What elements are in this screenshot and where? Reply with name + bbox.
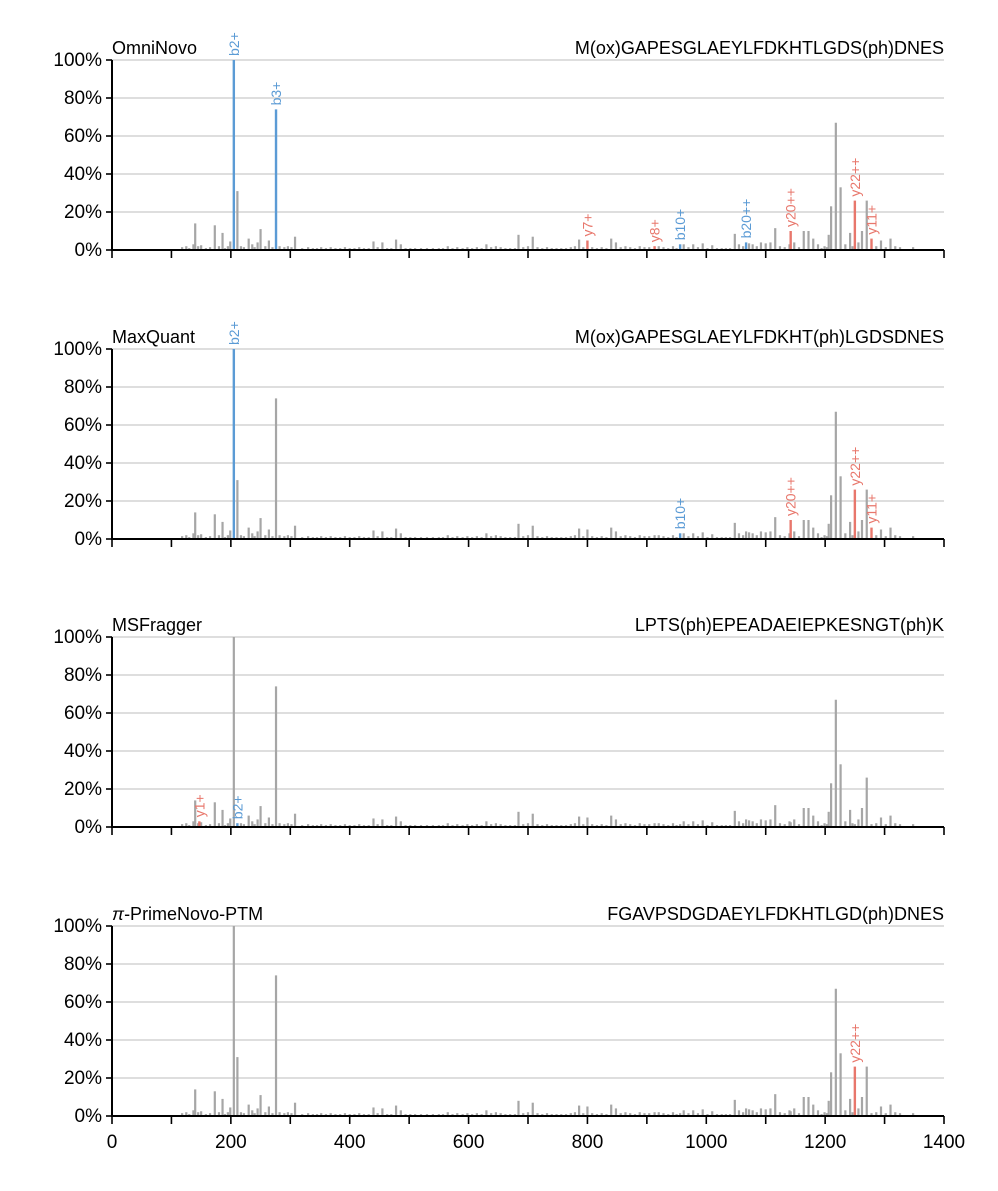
peptide-sequence: FGAVPSDGDAEYLFDKHTLGD(ph)DNES	[607, 904, 944, 924]
ion-label: y20++	[782, 477, 799, 516]
y-tick-label: 80%	[63, 954, 102, 975]
x-tick-label: 400	[333, 1132, 366, 1153]
y-tick-label: 20%	[63, 491, 102, 512]
peptide-sequence: LPTS(ph)EPEADAEIEPKESNGT(ph)K	[634, 615, 944, 635]
y-tick-label: 80%	[63, 665, 102, 686]
x-tick-label: 1000	[685, 1132, 728, 1153]
peptide-sequence: M(ox)GAPESGLAEYLFDKHT(ph)LGDSDNES	[574, 327, 944, 347]
y-tick-label: 60%	[63, 415, 102, 436]
ion-label: y1+	[191, 794, 208, 818]
y-tick-label: 60%	[63, 992, 102, 1013]
ion-label: b2+	[225, 321, 242, 345]
method-name: OmniNovo	[112, 38, 198, 58]
spectrum-panel-3	[53, 615, 944, 838]
y-tick-label: 100%	[53, 339, 102, 360]
ion-label: y22++	[846, 446, 863, 486]
method-name: MaxQuant	[112, 327, 196, 347]
y-tick-label: 100%	[53, 50, 102, 71]
y-tick-label: 40%	[63, 1030, 102, 1051]
y-tick-label: 100%	[53, 627, 102, 648]
x-tick-label: 200	[215, 1132, 247, 1153]
ion-label: y11+	[863, 204, 880, 235]
peptide-sequence: M(ox)GAPESGLAEYLFDKHTLGDS(ph)DNES	[574, 38, 944, 58]
y-tick-label: 80%	[63, 88, 102, 109]
ion-label: b3+	[268, 81, 285, 106]
y-tick-label: 80%	[63, 377, 102, 398]
y-tick-label: 20%	[63, 779, 102, 800]
y-tick-label: 20%	[63, 202, 102, 223]
ion-label: y8+	[646, 219, 663, 243]
x-tick-label: 800	[571, 1132, 604, 1153]
y-tick-label: 0%	[74, 1106, 102, 1127]
ion-label: y20++	[782, 188, 799, 227]
y-tick-label: 60%	[63, 126, 102, 147]
y-tick-label: 0%	[74, 240, 102, 261]
method-name: π-PrimeNovo-PTM	[112, 904, 264, 924]
y-tick-label: 60%	[63, 703, 102, 724]
method-name: MSFragger	[112, 615, 203, 635]
y-tick-label: 0%	[74, 817, 102, 838]
y-tick-label: 40%	[63, 741, 102, 762]
ion-label: y7+	[579, 213, 596, 237]
ion-label: b2+	[225, 32, 242, 56]
spectrum-panel-2	[53, 321, 944, 550]
spectrum-panel-4	[53, 904, 965, 1153]
y-tick-label: 40%	[63, 164, 102, 185]
ion-label: y22++	[846, 1023, 863, 1063]
ion-label: b2+	[229, 795, 246, 820]
ion-label: b10+	[672, 497, 689, 530]
x-tick-label: 1200	[804, 1132, 847, 1153]
x-tick-label: 0	[106, 1132, 118, 1153]
ion-label: y22++	[846, 157, 863, 197]
x-tick-label: 1400	[922, 1132, 966, 1153]
y-tick-label: 20%	[63, 1068, 102, 1089]
spectrum-panel-1	[53, 32, 944, 261]
y-tick-label: 100%	[53, 916, 102, 937]
x-tick-label: 600	[452, 1132, 485, 1153]
ion-label: b20++	[738, 198, 755, 239]
ion-label: y11+	[863, 493, 880, 524]
y-tick-label: 0%	[74, 529, 102, 550]
y-tick-label: 40%	[63, 453, 102, 474]
ion-label: b10+	[672, 208, 689, 241]
